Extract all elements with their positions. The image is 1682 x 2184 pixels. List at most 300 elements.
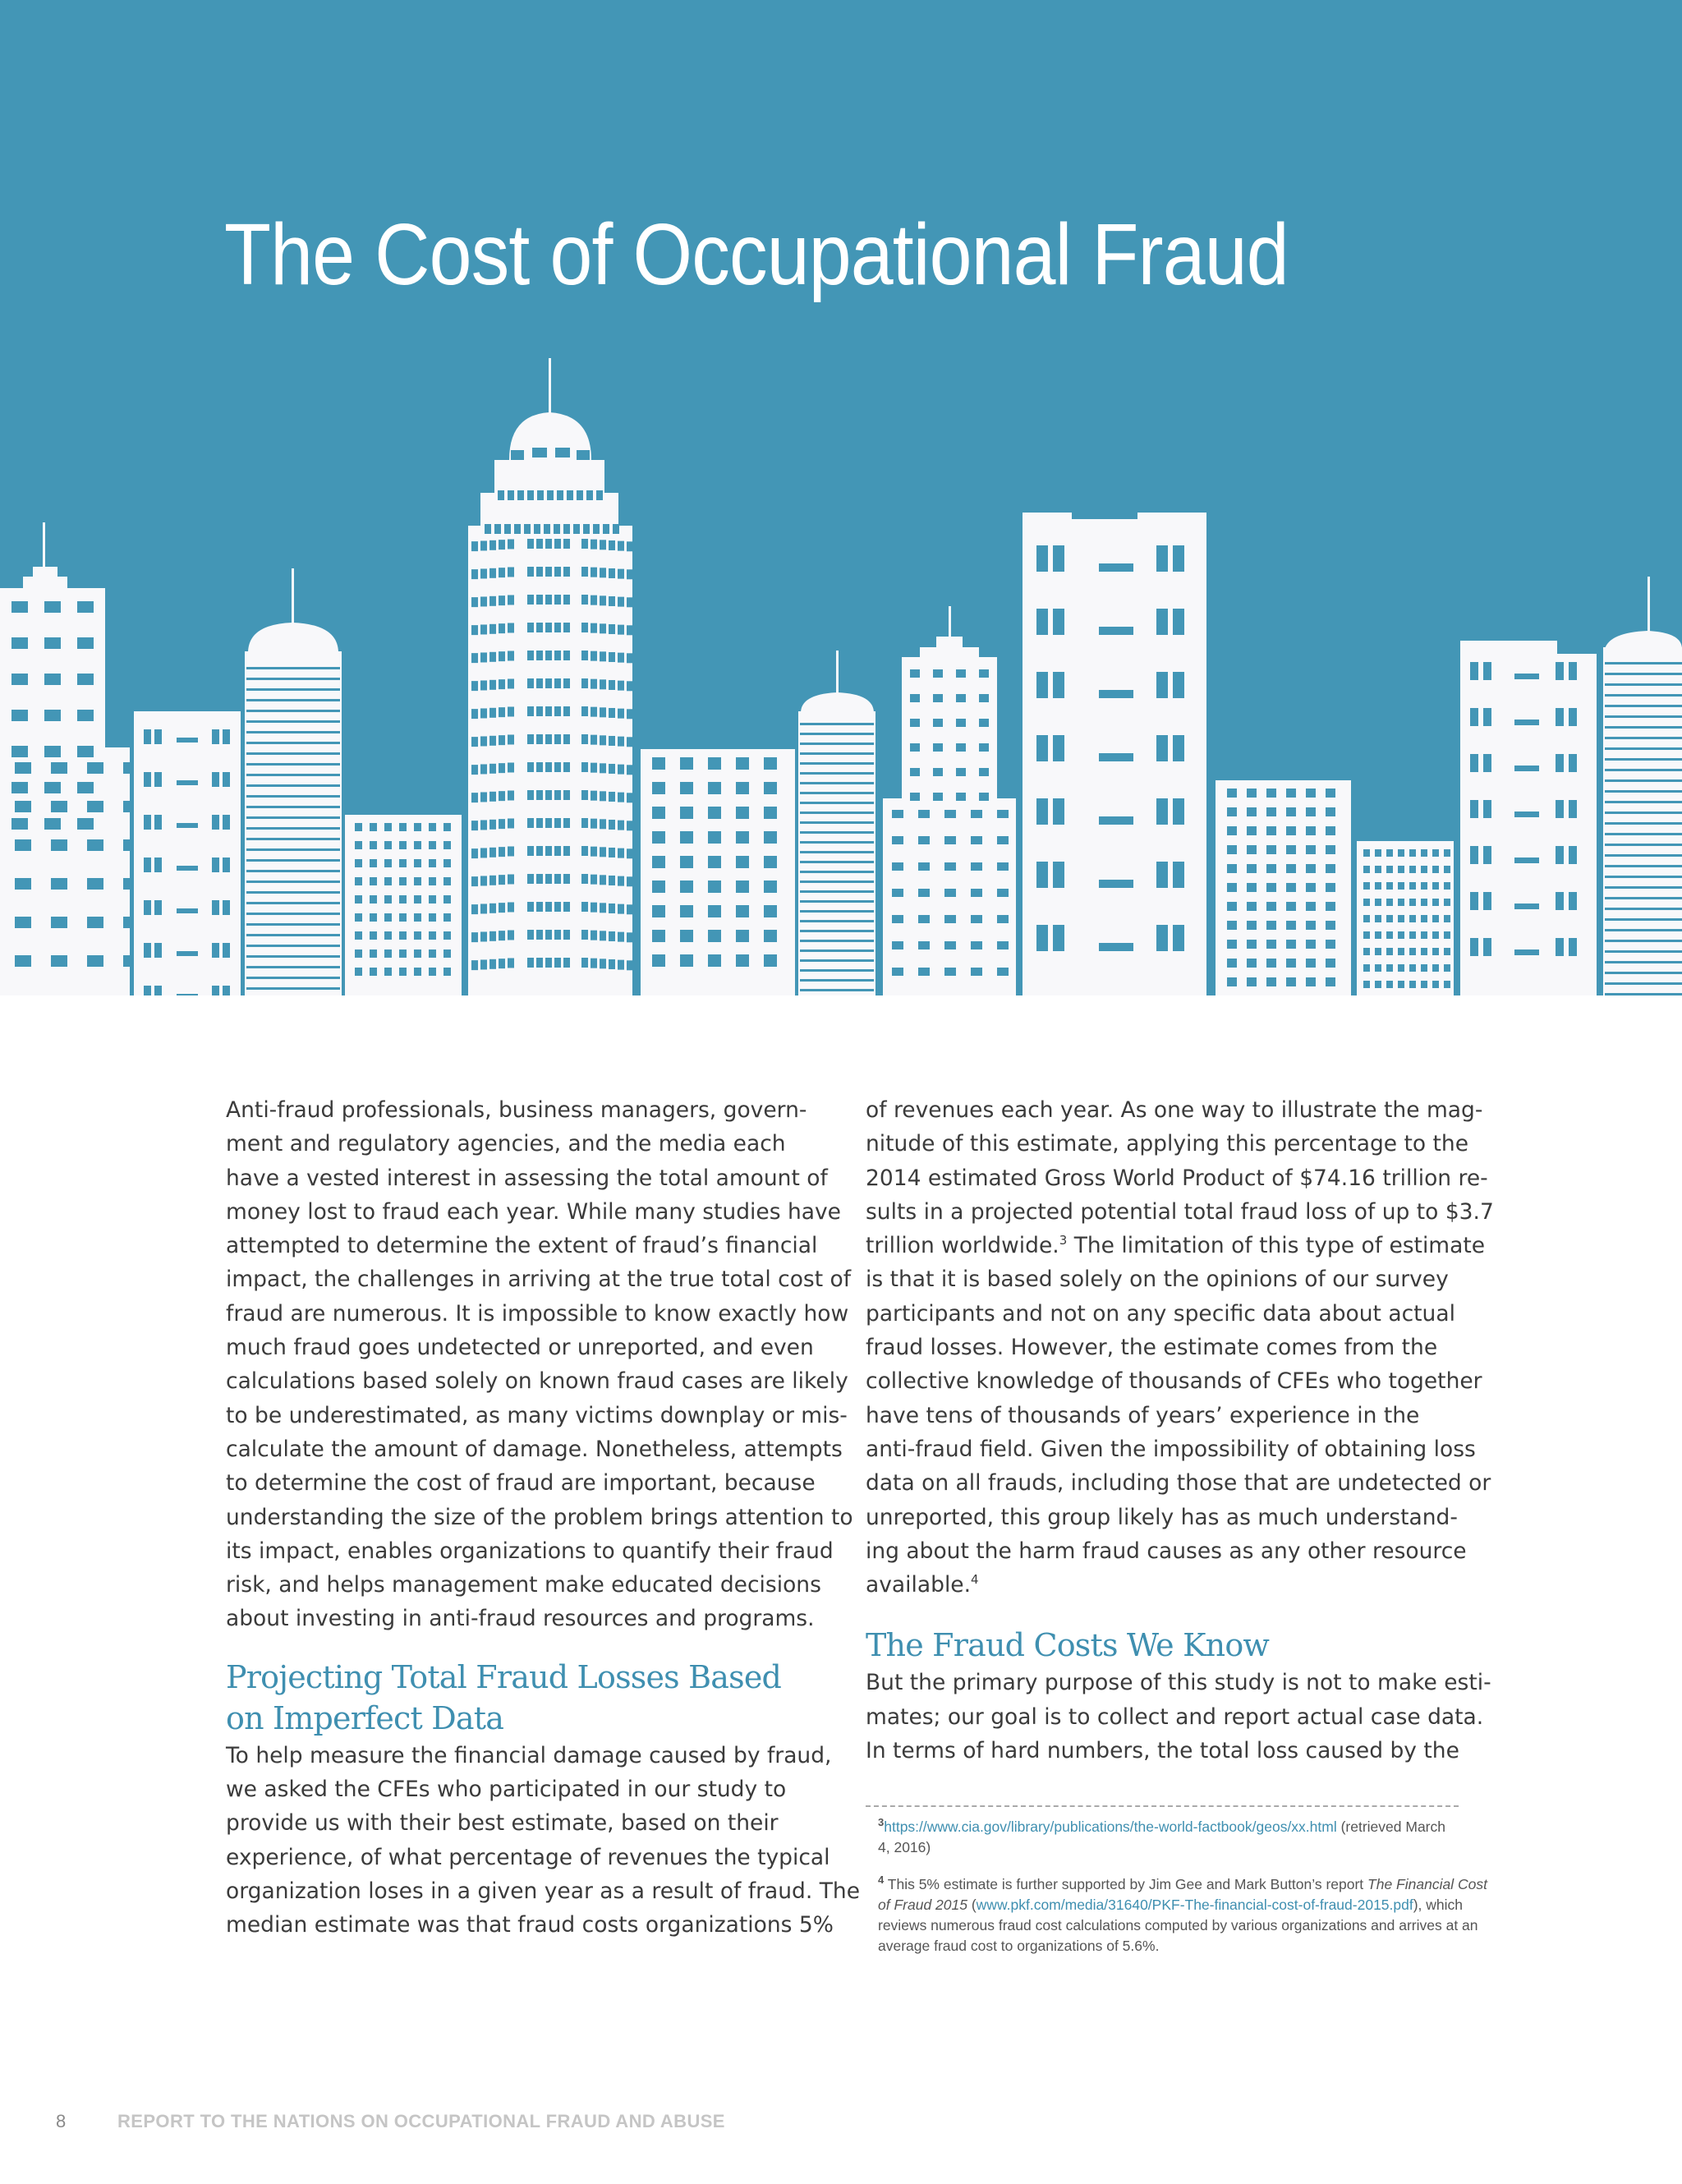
building-window bbox=[563, 734, 570, 744]
building-window bbox=[1099, 627, 1133, 635]
building-window bbox=[652, 807, 665, 819]
building-window bbox=[652, 954, 665, 967]
building-window bbox=[997, 862, 1009, 871]
building-window bbox=[1386, 981, 1393, 988]
building-stripe bbox=[1605, 897, 1682, 899]
footnote-3-link[interactable]: https://www.cia.gov/library/publications/the-world-factbook/geos/xx.html bbox=[884, 1818, 1337, 1835]
building-window bbox=[384, 859, 392, 867]
text-line: have a vested interest in assessing the total amount of bbox=[226, 1165, 828, 1191]
building-window bbox=[554, 874, 561, 884]
building-window bbox=[581, 902, 588, 912]
building-stripe bbox=[1605, 779, 1682, 782]
building-window bbox=[480, 680, 487, 690]
building-window bbox=[609, 568, 615, 578]
building-window bbox=[77, 601, 94, 613]
building-stripe bbox=[800, 959, 874, 962]
building-window bbox=[15, 955, 31, 967]
building-window bbox=[1227, 807, 1237, 816]
building-window bbox=[536, 762, 543, 772]
building-window bbox=[1173, 862, 1184, 888]
building-window bbox=[581, 539, 588, 549]
building-window bbox=[1247, 959, 1257, 968]
building-window bbox=[600, 707, 606, 717]
building-notch bbox=[1072, 508, 1137, 519]
building-window bbox=[1326, 921, 1335, 930]
building-window bbox=[527, 651, 534, 660]
building-stripe bbox=[246, 848, 340, 851]
antenna bbox=[836, 651, 839, 695]
building-window bbox=[591, 595, 597, 605]
text-line: nitude of this estimate, applying this percentage to the bbox=[866, 1131, 1469, 1157]
building-stripe bbox=[246, 688, 340, 691]
building-window bbox=[87, 762, 103, 774]
building-window bbox=[499, 623, 505, 633]
hard-numbers-paragraph bbox=[866, 1666, 1491, 1768]
building-window bbox=[480, 792, 487, 802]
building-window bbox=[600, 847, 606, 857]
building-window bbox=[471, 793, 478, 802]
text-line: To help measure the financial damage caused by fraud, bbox=[226, 1742, 832, 1768]
building-window bbox=[591, 735, 597, 745]
building-window bbox=[918, 941, 930, 949]
building-window bbox=[600, 735, 606, 745]
building-window bbox=[600, 651, 606, 661]
building-window bbox=[979, 743, 989, 752]
building-window bbox=[600, 763, 606, 773]
text-line: to be underestimated, as many victims downplay or mis- bbox=[226, 1402, 848, 1428]
building-window bbox=[680, 856, 693, 868]
footnote-ref-4[interactable]: 4 bbox=[971, 1572, 979, 1588]
building-window bbox=[384, 895, 392, 903]
building-window bbox=[764, 807, 777, 819]
building-window bbox=[1444, 964, 1450, 972]
building-window bbox=[1099, 753, 1133, 761]
building-window bbox=[979, 669, 989, 678]
building-stripe bbox=[1605, 993, 1682, 995]
building-window bbox=[212, 986, 219, 995]
building-window bbox=[680, 831, 693, 844]
building-window bbox=[1556, 892, 1564, 910]
building-window bbox=[471, 876, 478, 886]
building-window bbox=[554, 524, 560, 534]
building-window bbox=[471, 569, 478, 579]
building-window bbox=[489, 792, 496, 802]
building-window bbox=[736, 807, 749, 819]
building-window bbox=[499, 540, 505, 549]
building-window bbox=[51, 839, 67, 851]
building-stripe bbox=[246, 752, 340, 755]
building-window bbox=[1409, 882, 1416, 890]
building-window bbox=[489, 848, 496, 858]
building-window bbox=[527, 539, 534, 549]
footnote-4: $^4$ This 5% estimate is further supported by Jim Gee and Mark Button’s report The Financial Cost of Fraud 2015 (www.pkf.com/media/31640/PKF-The-financial-cost-of-fraud-2015.pdf), which reviews numerous fraud cost calculations computed by various organizations and arrives at an average fraud cost to organizations of 5.6%. bbox=[878, 1874, 1487, 1954]
magnitude-paragraph bbox=[866, 1093, 1494, 1602]
building-stripe bbox=[1605, 918, 1682, 921]
building-window bbox=[545, 623, 552, 632]
building-window bbox=[1386, 915, 1393, 922]
building-window bbox=[1266, 940, 1276, 949]
building-window bbox=[11, 710, 28, 721]
building-window bbox=[223, 943, 230, 958]
building-window bbox=[764, 954, 777, 967]
building-window bbox=[177, 994, 198, 995]
building-window bbox=[489, 903, 496, 913]
footnote-4-link[interactable]: www.pkf.com/media/31640/PKF-The-financial-cost-of-fraud-2015.pdf bbox=[976, 1897, 1413, 1913]
text-line: to determine the cost of fraud are important, because bbox=[226, 1470, 816, 1497]
building-window bbox=[627, 904, 633, 914]
building-window bbox=[577, 450, 590, 460]
building-window bbox=[618, 625, 624, 635]
building-dome bbox=[801, 692, 874, 713]
building-window bbox=[1363, 964, 1370, 972]
building-window bbox=[1099, 690, 1133, 698]
building-window bbox=[1398, 899, 1404, 906]
building-window bbox=[979, 719, 989, 727]
building-window bbox=[1409, 931, 1416, 939]
building-window bbox=[144, 943, 151, 958]
building-window bbox=[489, 959, 496, 969]
text-line: of revenues each year. As one way to illustrate the mag- bbox=[866, 1097, 1483, 1123]
building-window bbox=[1375, 948, 1381, 955]
building-window bbox=[536, 595, 543, 605]
building-window bbox=[212, 729, 219, 744]
building-window bbox=[370, 968, 377, 976]
building-stripe bbox=[800, 989, 874, 991]
building-window bbox=[764, 856, 777, 868]
building-window bbox=[177, 738, 198, 743]
building-window bbox=[1286, 864, 1296, 873]
building-window bbox=[223, 986, 230, 995]
building-window bbox=[527, 902, 534, 912]
building-window bbox=[499, 707, 505, 717]
building-window bbox=[591, 931, 597, 940]
building-window bbox=[414, 877, 421, 885]
text-line: much fraud goes undetected or unreported, and even bbox=[226, 1335, 814, 1361]
building-window bbox=[1099, 880, 1133, 888]
building-window bbox=[627, 597, 633, 607]
building-window bbox=[1421, 948, 1427, 955]
building-window bbox=[1375, 915, 1381, 922]
building-window bbox=[480, 736, 487, 746]
building-window bbox=[971, 915, 982, 923]
building-stripe bbox=[246, 934, 340, 936]
building-window bbox=[429, 895, 436, 903]
building-window bbox=[15, 762, 31, 774]
building-window bbox=[1363, 981, 1370, 988]
building-window bbox=[508, 678, 514, 688]
building-window bbox=[1326, 864, 1335, 873]
building-window bbox=[1053, 672, 1064, 698]
building-window bbox=[414, 823, 421, 831]
building bbox=[494, 460, 604, 493]
building-window bbox=[399, 968, 407, 976]
building-window bbox=[1099, 816, 1133, 825]
building-window bbox=[1156, 735, 1168, 761]
building-window bbox=[933, 694, 943, 702]
building-window bbox=[1375, 849, 1381, 857]
building-window bbox=[489, 540, 496, 550]
text-line: fraud losses. However, the estimate comes from the bbox=[866, 1335, 1438, 1361]
building-window bbox=[554, 902, 561, 912]
building-window bbox=[1326, 845, 1335, 854]
building-window bbox=[370, 913, 377, 922]
building-window bbox=[489, 820, 496, 830]
building-window bbox=[1444, 981, 1450, 988]
building-window bbox=[154, 815, 162, 830]
building-window bbox=[545, 790, 552, 800]
building-window bbox=[1227, 959, 1237, 968]
building-stripe bbox=[246, 945, 340, 947]
building-window bbox=[1386, 931, 1393, 939]
building-window bbox=[971, 862, 982, 871]
building-window bbox=[591, 623, 597, 633]
building-window bbox=[591, 819, 597, 829]
building-window bbox=[956, 694, 966, 702]
footnote-ref-3[interactable]: 3 bbox=[1059, 1233, 1068, 1248]
building-window bbox=[627, 821, 633, 830]
building-window bbox=[414, 968, 421, 976]
building-window bbox=[1514, 858, 1539, 863]
building-stripe bbox=[246, 955, 340, 958]
building-window bbox=[1036, 862, 1048, 888]
running-title: REPORT TO THE NATIONS ON OCCUPATIONAL FRAUD AND ABUSE bbox=[117, 2111, 725, 2131]
building-stripe bbox=[1605, 929, 1682, 931]
subheading-fraud-costs-we-know: The Fraud Costs We Know bbox=[866, 1627, 1270, 1664]
building-window bbox=[708, 757, 721, 770]
building-window bbox=[1363, 899, 1370, 906]
building-window bbox=[1470, 800, 1478, 818]
building-window bbox=[563, 902, 570, 912]
building-window bbox=[1247, 864, 1257, 873]
building-window bbox=[223, 729, 230, 744]
building-window bbox=[1036, 925, 1048, 951]
building-window bbox=[1363, 948, 1370, 955]
building-window bbox=[971, 889, 982, 897]
building-window bbox=[1556, 754, 1564, 772]
building-window bbox=[554, 958, 561, 968]
building-stripe bbox=[246, 870, 340, 872]
building-window bbox=[600, 931, 606, 940]
building-window bbox=[144, 729, 151, 744]
building-window bbox=[414, 895, 421, 903]
building-window bbox=[508, 490, 514, 500]
building-cap bbox=[201, 711, 241, 726]
building-window bbox=[87, 878, 103, 890]
building-window bbox=[627, 932, 633, 942]
building-stripe bbox=[800, 890, 874, 893]
building-stripe bbox=[800, 772, 874, 775]
building-window bbox=[918, 968, 930, 976]
building-window bbox=[527, 490, 534, 500]
building-window bbox=[708, 930, 721, 942]
building-window bbox=[1247, 977, 1257, 986]
footnote-number: 4 bbox=[878, 1874, 885, 1887]
building-window bbox=[1266, 864, 1276, 873]
building-stripe bbox=[800, 880, 874, 883]
building-window bbox=[443, 823, 451, 831]
building-window bbox=[1444, 915, 1450, 922]
building-window bbox=[429, 968, 436, 976]
building-window bbox=[471, 960, 478, 970]
building-window bbox=[1514, 949, 1539, 955]
building-window bbox=[1409, 866, 1416, 873]
building-window bbox=[399, 859, 407, 867]
building-window bbox=[944, 836, 956, 844]
building-window bbox=[1247, 883, 1257, 892]
building-window bbox=[971, 810, 982, 818]
building-window bbox=[154, 900, 162, 915]
building-stripe bbox=[1605, 833, 1682, 835]
building-window bbox=[355, 841, 362, 849]
building-window bbox=[471, 932, 478, 942]
building-window bbox=[944, 862, 956, 871]
building-window bbox=[591, 651, 597, 661]
building-window bbox=[545, 651, 552, 660]
building-window bbox=[618, 653, 624, 663]
building-stripe bbox=[246, 774, 340, 776]
building-window bbox=[618, 709, 624, 719]
building-window bbox=[581, 734, 588, 744]
building-window bbox=[1326, 883, 1335, 892]
building-window bbox=[1306, 959, 1316, 968]
building-window bbox=[627, 848, 633, 858]
building-window bbox=[384, 931, 392, 940]
building-window bbox=[536, 874, 543, 884]
building-window bbox=[1266, 921, 1276, 930]
building-window bbox=[609, 680, 615, 690]
building-window bbox=[1227, 940, 1237, 949]
building-cap bbox=[920, 647, 979, 659]
building-window bbox=[1326, 826, 1335, 835]
building-stripe bbox=[246, 731, 340, 733]
building-stripe bbox=[800, 930, 874, 932]
building-window bbox=[545, 678, 552, 688]
building-window bbox=[414, 841, 421, 849]
building-window bbox=[545, 734, 552, 744]
building-window bbox=[536, 930, 543, 940]
building-window bbox=[736, 905, 749, 917]
building-window bbox=[536, 651, 543, 660]
building-stripe bbox=[800, 861, 874, 863]
building-stripe bbox=[246, 784, 340, 787]
building-window bbox=[223, 772, 230, 787]
text-line: Projecting Total Fraud Losses Based bbox=[226, 1658, 782, 1695]
text-line: risk, and helps management make educated decisions bbox=[226, 1572, 821, 1598]
building-window bbox=[508, 623, 514, 632]
building-window bbox=[508, 790, 514, 800]
text-line: participants and not on any specific data about actual bbox=[866, 1300, 1455, 1326]
building-window bbox=[508, 651, 514, 660]
building-window bbox=[1444, 866, 1450, 873]
text-line: But the primary purpose of this study is not to make esti- bbox=[866, 1670, 1491, 1696]
building-window bbox=[355, 877, 362, 885]
building-window bbox=[563, 539, 570, 549]
building-window bbox=[508, 818, 514, 828]
building-window bbox=[586, 490, 593, 500]
building-window bbox=[1556, 708, 1564, 726]
building-window bbox=[652, 930, 665, 942]
building-window bbox=[1386, 899, 1393, 906]
left-column bbox=[226, 1093, 860, 1943]
building-stripe bbox=[1605, 705, 1682, 707]
building-window bbox=[1421, 964, 1427, 972]
building-window bbox=[1409, 948, 1416, 955]
building-window bbox=[1227, 883, 1237, 892]
building-window bbox=[504, 524, 511, 534]
building-window bbox=[508, 734, 514, 744]
building-window bbox=[563, 567, 570, 577]
building-window bbox=[545, 595, 552, 605]
building-window bbox=[1266, 826, 1276, 835]
building-window bbox=[736, 782, 749, 794]
building-window bbox=[1470, 708, 1478, 726]
text-line: collective knowledge of thousands of CFEs who together bbox=[866, 1368, 1482, 1395]
building-window bbox=[545, 818, 552, 828]
building-window bbox=[499, 568, 505, 577]
building-window bbox=[212, 858, 219, 872]
building-window bbox=[51, 878, 67, 890]
building-window bbox=[581, 651, 588, 660]
building-window bbox=[51, 955, 67, 967]
text-line: calculate the amount of damage. Nonetheless, attempts bbox=[226, 1436, 843, 1462]
building-window bbox=[1569, 892, 1577, 910]
text-line: median estimate was that fraud costs organizations 5% bbox=[226, 1912, 834, 1938]
building-window bbox=[44, 746, 61, 757]
building-window bbox=[944, 889, 956, 897]
building-stripe bbox=[1605, 769, 1682, 771]
building-window bbox=[177, 866, 198, 871]
text-line: ment and regulatory agencies, and the media each bbox=[226, 1131, 786, 1157]
building-window bbox=[1375, 866, 1381, 873]
building-window bbox=[1326, 807, 1335, 816]
building-window bbox=[499, 819, 505, 829]
building-window bbox=[956, 768, 966, 776]
building-window bbox=[11, 674, 28, 685]
building-window bbox=[1375, 981, 1381, 988]
building-window bbox=[177, 780, 198, 785]
building-window bbox=[499, 651, 505, 661]
building-window bbox=[567, 490, 573, 500]
building-window bbox=[1421, 866, 1427, 873]
building-stripe bbox=[800, 743, 874, 745]
building-window bbox=[956, 719, 966, 727]
building-stripe bbox=[1605, 715, 1682, 718]
building-stripe bbox=[246, 987, 340, 990]
building-stripe bbox=[1605, 908, 1682, 910]
building-stripe bbox=[1605, 886, 1682, 889]
building-window bbox=[956, 743, 966, 752]
building-window bbox=[480, 848, 487, 858]
building-stripe bbox=[1605, 940, 1682, 942]
building-window bbox=[1444, 931, 1450, 939]
building-window bbox=[1386, 882, 1393, 890]
building-window bbox=[499, 931, 505, 940]
building-window bbox=[618, 876, 624, 886]
building-stripe bbox=[1605, 972, 1682, 974]
building-window bbox=[527, 958, 534, 968]
building-window bbox=[1247, 807, 1257, 816]
building-window bbox=[1470, 662, 1478, 680]
building-window bbox=[609, 876, 615, 885]
building-window bbox=[563, 623, 570, 632]
building-window bbox=[1398, 849, 1404, 857]
building-window bbox=[370, 859, 377, 867]
building-stripe bbox=[1605, 801, 1682, 803]
building-window bbox=[1053, 735, 1064, 761]
building-window bbox=[77, 710, 94, 721]
page-title: The Cost of Occupational Fraud bbox=[224, 206, 1289, 303]
building-window bbox=[536, 818, 543, 828]
